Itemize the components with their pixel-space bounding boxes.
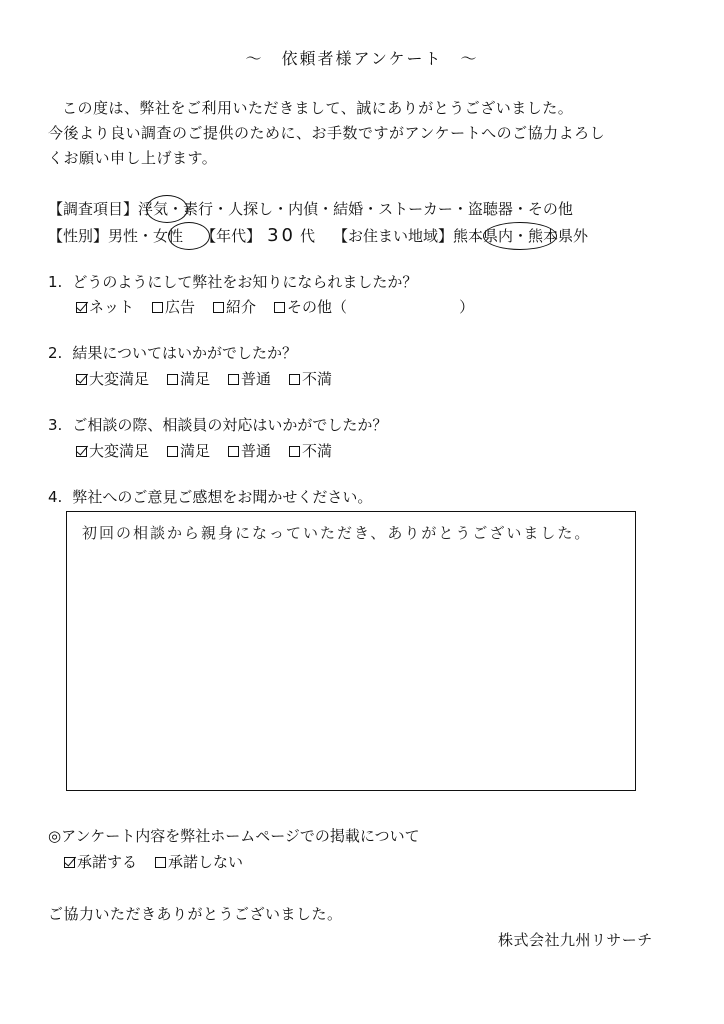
- q2-option-very-satisfied[interactable]: [76, 369, 149, 389]
- survey-item-6: ストーカー: [378, 200, 453, 218]
- area-outside: 熊本県外: [528, 227, 589, 245]
- checkbox-icon: [289, 374, 300, 385]
- question-1-options: [76, 297, 474, 317]
- q1-option-other-label: その他（: [287, 298, 348, 316]
- gender-female: 女性: [153, 227, 184, 245]
- checkbox-icon: [289, 446, 300, 457]
- checkbox-icon: [155, 857, 166, 868]
- survey-item-3: 人探し: [228, 200, 274, 218]
- q1-other-close: ）: [459, 298, 475, 316]
- checkbox-checked-icon: [76, 446, 87, 457]
- question-4-text: 弊社へのご意見ご感想をお聞かせください。: [72, 488, 373, 506]
- age-value: 30: [267, 225, 296, 246]
- checkbox-icon: [213, 302, 224, 313]
- profile-row: 【性別】男性・女性 【年代】 30 代 【お住まい地域】熊本県内・熊本県外: [48, 225, 589, 246]
- checkbox-checked-icon: [64, 857, 75, 868]
- question-1-number: 1.: [48, 273, 63, 291]
- survey-item-1: 浮気: [138, 200, 169, 218]
- intro-line-2: 今後より良い調査のご提供のために、お手数ですがアンケートへのご協力よろし: [48, 124, 606, 142]
- publish-option-accept-label: 承諾する: [77, 853, 138, 871]
- question-4-number: 4.: [48, 488, 63, 506]
- survey-item-8: その他: [527, 200, 573, 218]
- survey-items-label: 【調査項目】: [48, 200, 139, 218]
- q1-option-ad-label: 広告: [165, 298, 196, 316]
- publish-consent-question: ◎アンケート内容を弊社ホームページでの掲載について: [48, 827, 420, 845]
- checkbox-icon: [274, 302, 285, 313]
- question-1-text: どうのようにして弊社をお知りになられましたか？: [72, 273, 418, 291]
- q1-option-net[interactable]: [76, 297, 134, 317]
- intro-line-3: くお願い申し上げます。: [48, 149, 218, 167]
- q1-option-referral-label: 紹介: [226, 298, 257, 316]
- survey-items-row: 【調査項目】浮気・素行・人探し・内偵・結婚・ストーカー・盗聴器・その他: [48, 200, 573, 218]
- q3-option-dissatisfied[interactable]: [289, 441, 332, 461]
- q1-option-other[interactable]: [274, 297, 474, 317]
- q2-option-very-satisfied-label: 大変満足: [89, 370, 150, 388]
- page-title: ～ 依頼者様アンケート ～: [245, 49, 479, 68]
- q2-option-dissatisfied-label: 不満: [302, 370, 333, 388]
- intro-line-1: この度は、弊社をご利用いただきまして、誠にありがとうございました。: [62, 99, 574, 117]
- question-3-options: [76, 441, 332, 461]
- q1-option-ad[interactable]: [152, 297, 195, 317]
- checkbox-icon: [228, 374, 239, 385]
- area-inside: 熊本県内: [453, 227, 514, 245]
- survey-item-7: 盗聴器: [467, 200, 513, 218]
- q1-option-net-label: ネット: [89, 298, 135, 316]
- q2-option-satisfied-label: 満足: [180, 370, 211, 388]
- survey-item-2: 素行: [183, 200, 214, 218]
- age-suffix: 代: [299, 227, 315, 245]
- checkbox-icon: [167, 374, 178, 385]
- question-2-number: 2.: [48, 344, 63, 362]
- publish-option-decline-label: 承諾しない: [168, 853, 244, 871]
- q3-option-dissatisfied-label: 不満: [302, 442, 333, 460]
- checkbox-icon: [228, 446, 239, 457]
- q3-option-very-satisfied-label: 大変満足: [89, 442, 150, 460]
- question-4: [48, 487, 372, 507]
- question-3-text: ご相談の際、相談員の対応はいかがでしたか？: [72, 416, 388, 434]
- question-2-options: [76, 369, 332, 389]
- checkbox-checked-icon: [76, 374, 87, 385]
- survey-item-4: 内偵: [288, 200, 319, 218]
- q2-option-satisfied[interactable]: [167, 369, 210, 389]
- q2-option-normal[interactable]: [228, 369, 271, 389]
- publish-option-decline[interactable]: [155, 852, 243, 872]
- comment-box[interactable]: [66, 511, 636, 791]
- closing-message: ご協力いただきありがとうございました。: [48, 905, 343, 923]
- q3-option-normal[interactable]: [228, 441, 271, 461]
- q2-option-dissatisfied[interactable]: [289, 369, 332, 389]
- q3-option-very-satisfied[interactable]: [76, 441, 149, 461]
- q2-option-normal-label: 普通: [241, 370, 272, 388]
- checkbox-icon: [152, 302, 163, 313]
- age-label: 【年代】: [201, 227, 262, 245]
- question-3-number: 3.: [48, 416, 63, 434]
- q1-option-referral[interactable]: [213, 297, 256, 317]
- q3-option-satisfied-label: 満足: [180, 442, 211, 460]
- checkbox-checked-icon: [76, 302, 87, 313]
- q3-option-normal-label: 普通: [241, 442, 272, 460]
- comment-answer: 初回の相談から親身になっていただき、ありがとうございました。: [82, 524, 592, 542]
- checkbox-icon: [167, 446, 178, 457]
- q3-option-satisfied[interactable]: [167, 441, 210, 461]
- question-1: [48, 272, 417, 292]
- area-label: 【お住まい地域】: [333, 227, 454, 245]
- company-name: 株式会社九州リサーチ: [498, 931, 653, 949]
- gender-male: 男性: [108, 227, 139, 245]
- publish-option-accept[interactable]: [64, 852, 137, 872]
- question-2-text: 結果についてはいかがでしたか？: [72, 344, 298, 362]
- publish-consent-options: [64, 852, 243, 872]
- question-3: [48, 415, 387, 435]
- survey-item-5: 結婚: [333, 200, 364, 218]
- gender-label: 【性別】: [48, 227, 109, 245]
- question-2: [48, 343, 297, 363]
